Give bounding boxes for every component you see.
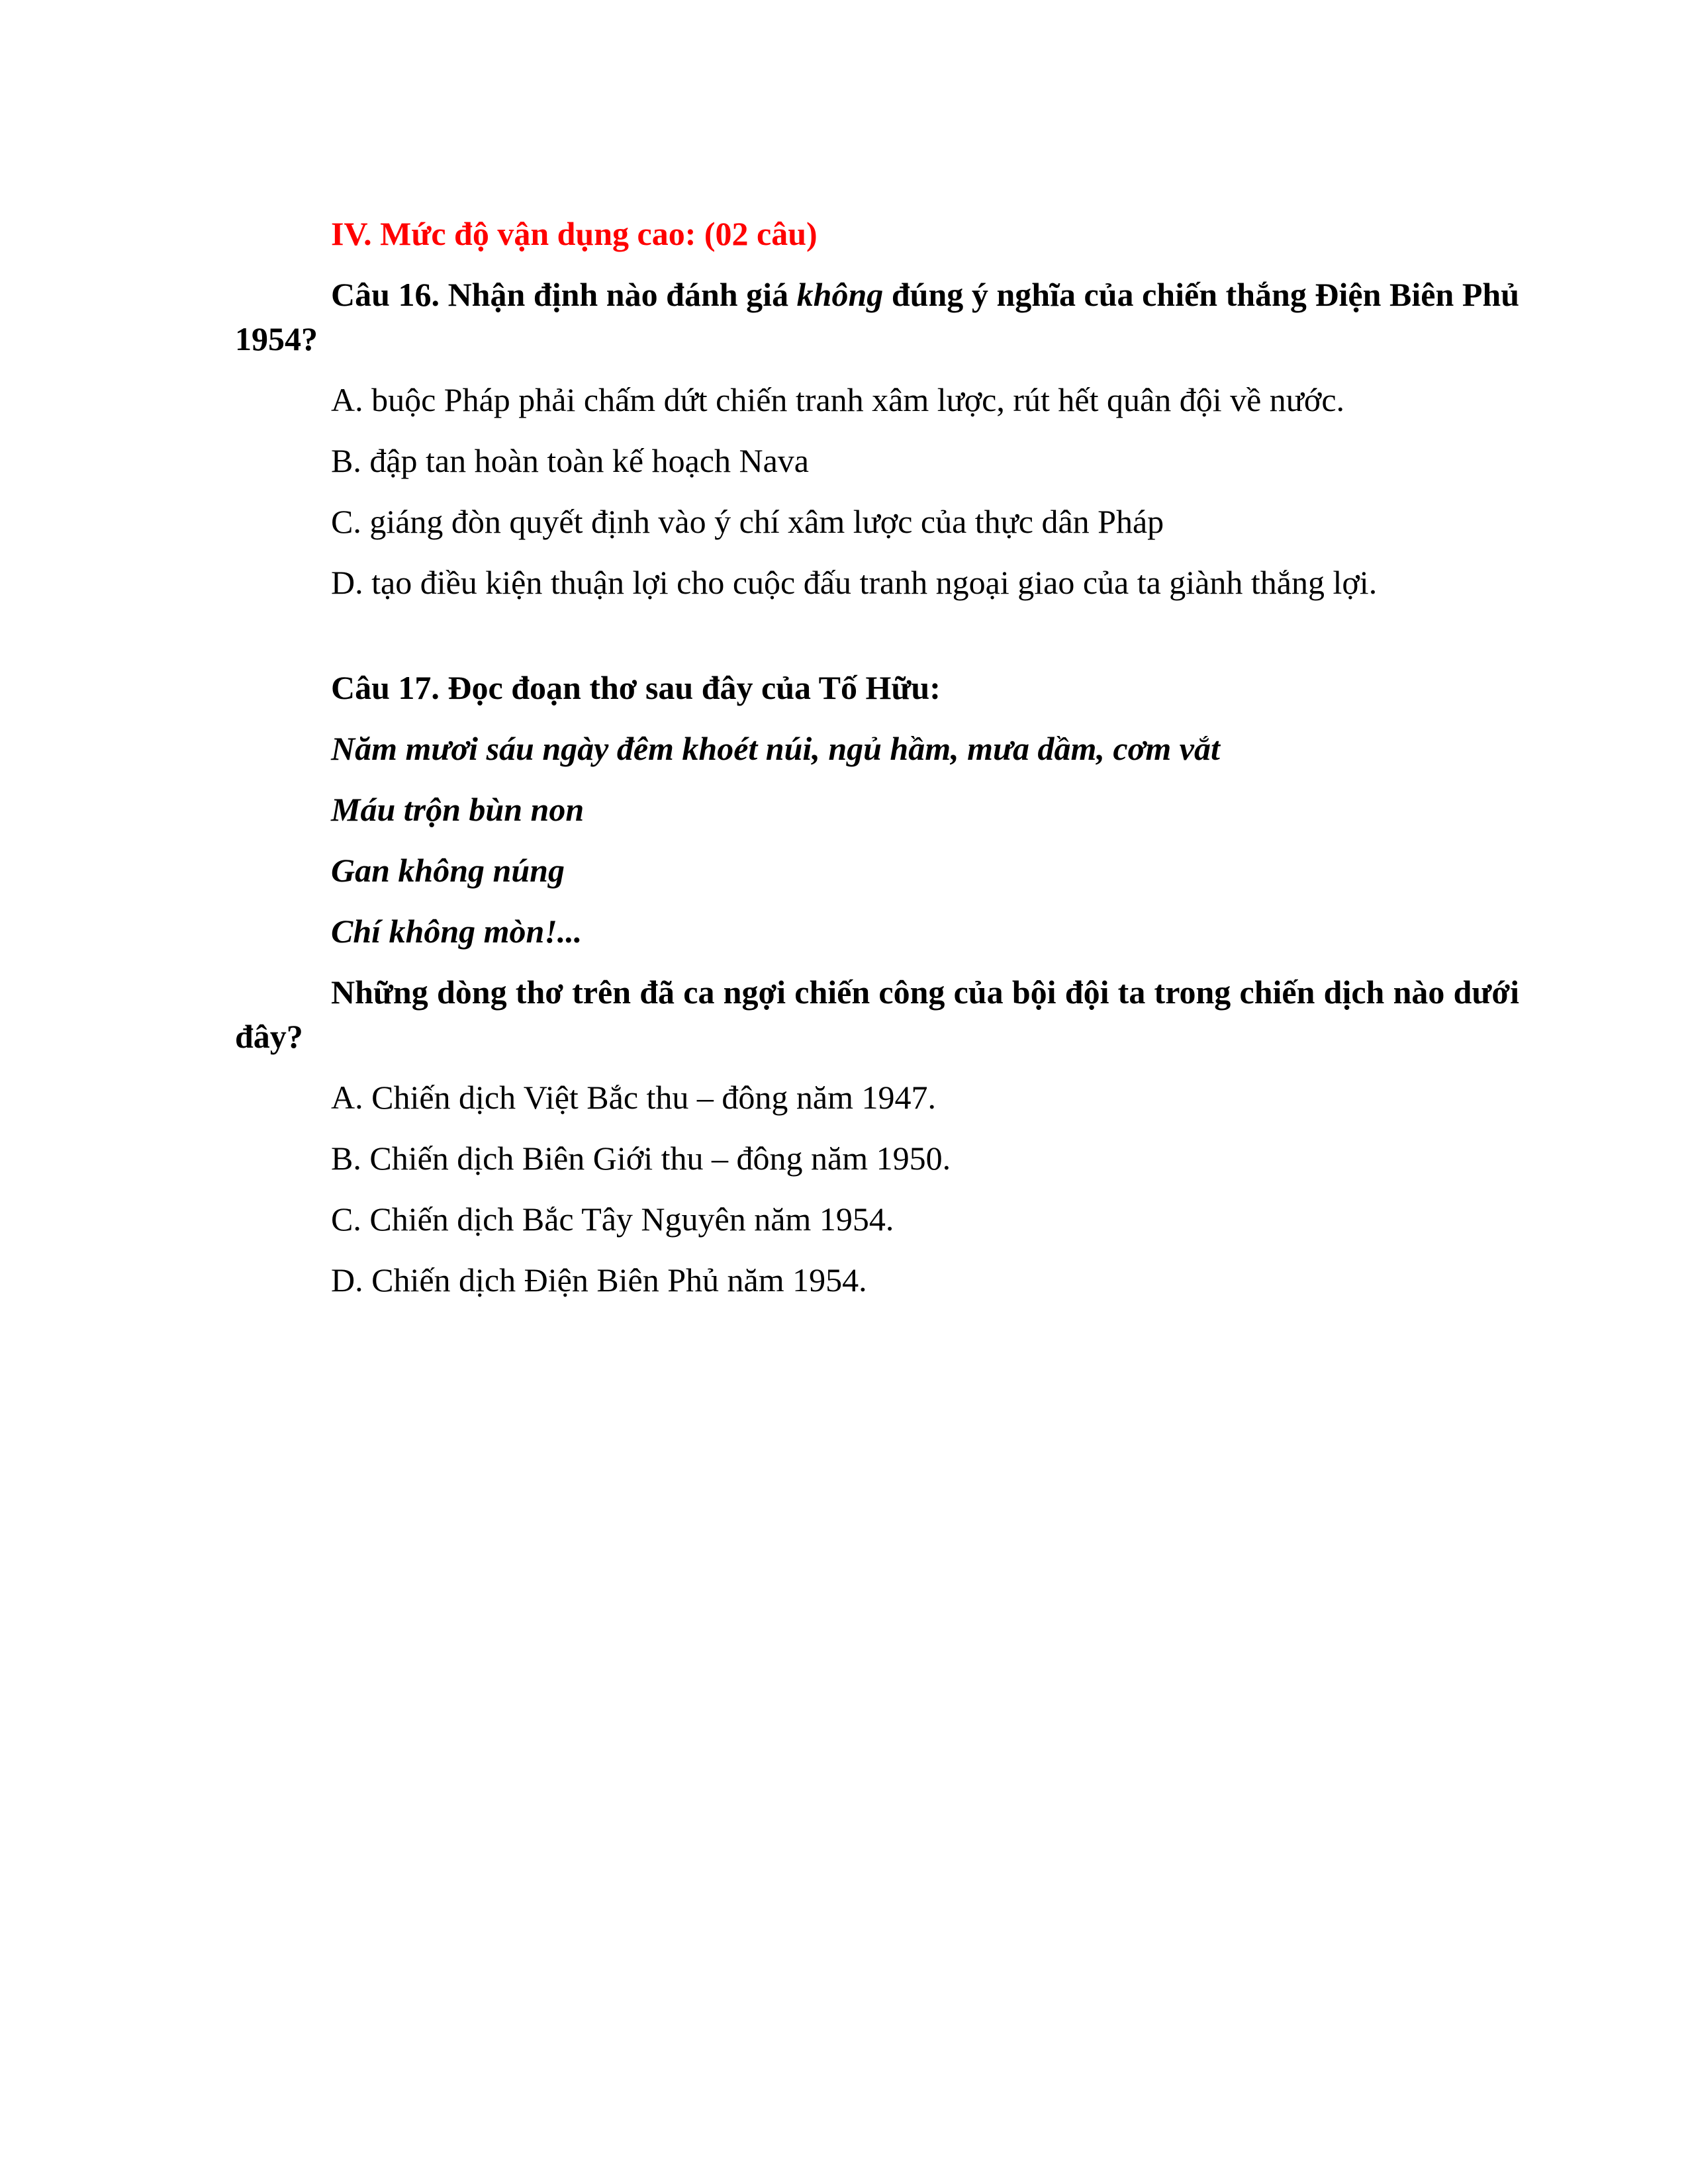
section-heading: IV. Mức độ vận dụng cao: (02 câu) xyxy=(331,215,818,252)
question-17-option-a: A. Chiến dịch Việt Bắc thu – đông năm 1947. xyxy=(331,1079,937,1116)
poem-line-3: Gan không núng xyxy=(331,852,565,889)
question-16-option-a: A. buộc Pháp phải chấm dứt chiến tranh xâm lược, rút hết quân đội về nước. xyxy=(331,381,1345,418)
question-17-option-b: B. Chiến dịch Biên Giới thu – đông năm 1950. xyxy=(331,1140,951,1177)
question-17-stem: Những dòng thơ trên đã ca ngợi chiến công của bội đội ta trong chiến dịch nào dưới đây? xyxy=(235,974,1519,1055)
poem-line-2: Máu trộn bùn non xyxy=(331,791,585,828)
question-16-stem-start: Câu 16. Nhận định nào đánh giá xyxy=(331,276,797,313)
poem-line-1: Năm mươi sáu ngày đêm khoét núi, ngủ hầm, mưa dầm, cơm vắt xyxy=(331,730,1220,767)
question-17-option-c: C. Chiến dịch Bắc Tây Nguyên năm 1954. xyxy=(331,1201,894,1238)
question-16-emphasis: không xyxy=(796,276,884,313)
paragraph-spacer xyxy=(235,621,1519,666)
question-16-option-d: D. tạo điều kiện thuận lợi cho cuộc đấu tranh ngoại giao của ta giành thắng lợi. xyxy=(331,564,1378,601)
question-16-stem-end: đúng ý nghĩa của chiến thắng Điện Biên Phủ 1954? xyxy=(235,276,1519,357)
question-16-option-c: C. giáng đòn quyết định vào ý chí xâm lược của thực dân Pháp xyxy=(331,503,1164,540)
question-17-option-d: D. Chiến dịch Điện Biên Phủ năm 1954. xyxy=(331,1261,867,1298)
question-17-intro: Câu 17. Đọc đoạn thơ sau đây của Tố Hữu: xyxy=(331,669,941,706)
question-16-option-b: B. đập tan hoàn toàn kế hoạch Nava xyxy=(331,442,809,479)
document-content xyxy=(235,212,1519,1319)
poem-line-4: Chí không mòn!... xyxy=(331,913,583,950)
question-16-stem xyxy=(235,273,1519,361)
